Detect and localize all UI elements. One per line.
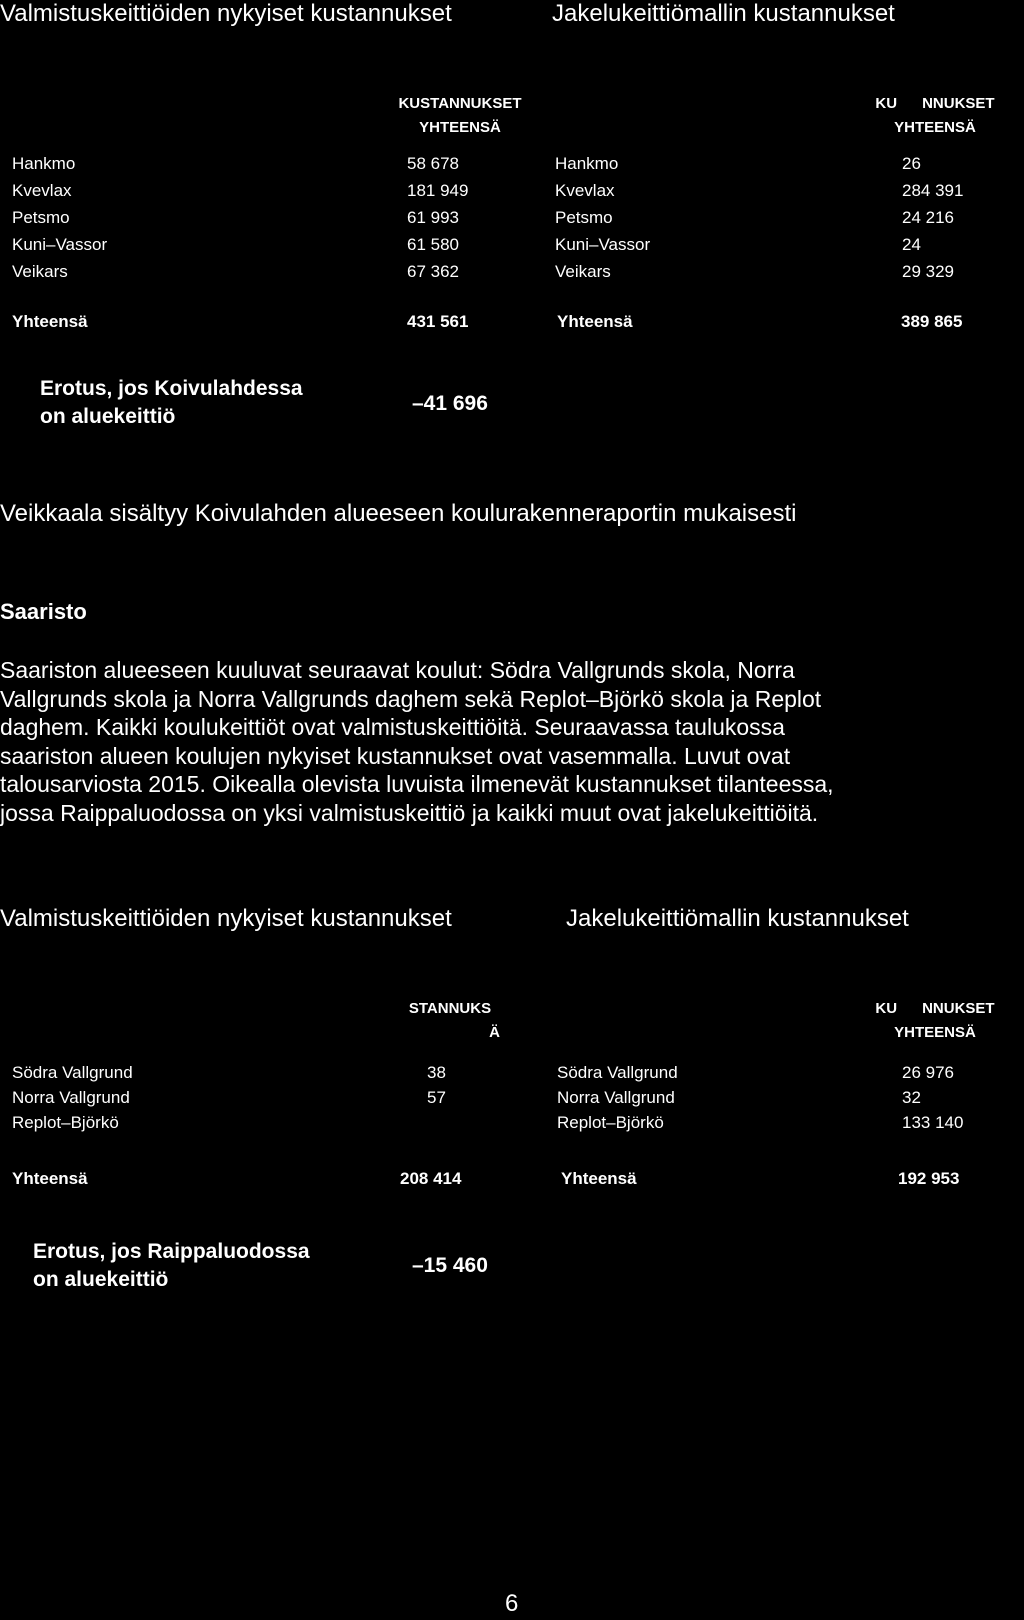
row-name: Södra Vallgrund xyxy=(557,1063,678,1082)
row-value: 26 976 xyxy=(902,1063,954,1082)
section2-right-total-value: 192 953 xyxy=(898,1169,960,1188)
paragraph-line: talousarviosta 2015. Oikealla olevista luvuista ilmenevät kustannukset tilanteessa, xyxy=(0,771,834,797)
section2-right-heading: Jakelukeittiömallin kustannukset xyxy=(566,905,909,932)
paragraph-line: jossa Raippaluodossa on yksi valmistuskeittiö ja kaikki muut ovat jakelukeittiöitä. xyxy=(0,799,819,826)
left-header-line2: Ä xyxy=(489,1024,500,1041)
row-value: 67 362 xyxy=(407,262,459,281)
row-value: 133 140 xyxy=(902,1113,964,1132)
difference-label-line1: Erotus, jos Raippaluodossa xyxy=(33,1240,310,1263)
table-row xyxy=(12,258,512,285)
section1-right-total-value: 389 865 xyxy=(901,312,963,331)
row-name: Kuni–Vassor xyxy=(12,235,108,254)
table-row xyxy=(12,231,512,258)
section2-left-table xyxy=(12,1060,512,1135)
section1-left-table xyxy=(12,150,512,285)
section1-difference-value: –41 696 xyxy=(412,392,488,415)
table-row xyxy=(555,231,1015,258)
table-row xyxy=(557,1060,1017,1085)
section2-difference-label xyxy=(33,1238,310,1294)
row-name: Hankmo xyxy=(555,154,619,173)
row-name: Veikars xyxy=(555,262,611,281)
row-name: Norra Vallgrund xyxy=(12,1088,130,1107)
paragraph-line: Vallgrunds skola ja Norra Vallgrunds daghem sekä Replot–Björkö skola ja Replot xyxy=(0,685,822,712)
row-name: Södra Vallgrund xyxy=(12,1063,133,1082)
row-value: 32 xyxy=(902,1088,921,1107)
row-value: 38 xyxy=(427,1063,446,1082)
difference-label-line2: on aluekeittiö xyxy=(40,405,176,428)
row-value: 61 993 xyxy=(407,208,459,227)
table-row xyxy=(12,150,512,177)
difference-label-line1: Erotus, jos Koivulahdessa xyxy=(40,377,303,400)
row-name: Replot–Björkö xyxy=(557,1113,664,1132)
row-value: 57 xyxy=(427,1088,446,1107)
section1-difference-label xyxy=(40,375,303,431)
row-name: Veikars xyxy=(12,262,68,281)
saaristo-paragraph xyxy=(0,656,834,827)
left-header-line1: STANNUKS xyxy=(408,1000,492,1017)
section1-right-column-header xyxy=(846,92,1024,140)
row-value: 26 xyxy=(902,154,921,173)
veikkaala-note: Veikkaala sisältyy Koivulahden alueeseen koulurakenneraportin mukaisesti xyxy=(0,500,797,527)
row-value: 181 949 xyxy=(407,181,469,200)
table-row xyxy=(12,1110,512,1135)
row-value: 24 xyxy=(902,235,921,254)
paragraph-line: saariston alueen koulujen nykyiset kustannukset ovat vasemmalla. Luvut ovat xyxy=(0,742,791,769)
table-row xyxy=(557,1110,1017,1135)
table-row xyxy=(12,204,512,231)
left-header-line1: KUSTANNUKSET xyxy=(398,95,522,112)
section1-left-total-label: Yhteensä xyxy=(12,312,88,331)
row-name: Kvevlax xyxy=(555,181,615,200)
saaristo-title: Saaristo xyxy=(0,599,87,624)
table-row xyxy=(555,177,1015,204)
difference-label-line2: on aluekeittiö xyxy=(33,1268,169,1291)
right-header-line2: YHTEENSÄ xyxy=(894,1024,976,1041)
section2-left-total-value: 208 414 xyxy=(400,1169,462,1188)
row-value: 29 329 xyxy=(902,262,954,281)
row-name: Hankmo xyxy=(12,154,76,173)
right-header-line1: KU NNUKSET xyxy=(875,1000,995,1017)
row-name: Petsmo xyxy=(12,208,70,227)
table-row xyxy=(12,1060,512,1085)
table-row xyxy=(557,1085,1017,1110)
section2-difference-value: –15 460 xyxy=(412,1254,488,1277)
row-value: 58 678 xyxy=(407,154,459,173)
paragraph-line: Saariston alueeseen kuuluvat seuraavat koulut: Södra Vallgrunds skola, Norra xyxy=(0,657,795,683)
section1-right-table xyxy=(555,150,1015,285)
section2-left-column-header xyxy=(380,997,520,1045)
section1-left-column-header xyxy=(370,92,550,140)
page-number: 6 xyxy=(505,1590,519,1617)
left-header-line2: YHTEENSÄ xyxy=(419,119,501,136)
section2-left-heading: Valmistuskeittiöiden nykyiset kustannukset xyxy=(0,905,452,932)
section2-right-table xyxy=(557,1060,1017,1135)
section2-left-total-label: Yhteensä xyxy=(12,1169,88,1188)
right-header-line1: KU NNUKSET xyxy=(875,95,995,112)
table-row xyxy=(555,258,1015,285)
table-row xyxy=(555,150,1015,177)
section1-left-total-value: 431 561 xyxy=(407,312,469,331)
table-row xyxy=(12,177,512,204)
section1-right-total-label: Yhteensä xyxy=(557,312,633,331)
table-row xyxy=(555,204,1015,231)
table-row xyxy=(12,1085,512,1110)
row-name: Replot–Björkö xyxy=(12,1113,119,1132)
row-name: Kuni–Vassor xyxy=(555,235,651,254)
row-value: 284 391 xyxy=(902,181,964,200)
section2-right-column-header xyxy=(846,997,1024,1045)
row-name: Norra Vallgrund xyxy=(557,1088,675,1107)
section2-right-total-label: Yhteensä xyxy=(561,1169,637,1188)
right-header-line2: YHTEENSÄ xyxy=(894,119,976,136)
row-name: Petsmo xyxy=(555,208,613,227)
paragraph-line: daghem. Kaikki koulukeittiöt ovat valmistuskeittiöitä. Seuraavassa taulukossa xyxy=(0,714,785,740)
section1-right-heading: Jakelukeittiömallin kustannukset xyxy=(552,0,895,27)
row-name: Kvevlax xyxy=(12,181,72,200)
row-value: 61 580 xyxy=(407,235,459,254)
row-value: 24 216 xyxy=(902,208,954,227)
section1-left-heading: Valmistuskeittiöiden nykyiset kustannukset xyxy=(0,0,452,27)
